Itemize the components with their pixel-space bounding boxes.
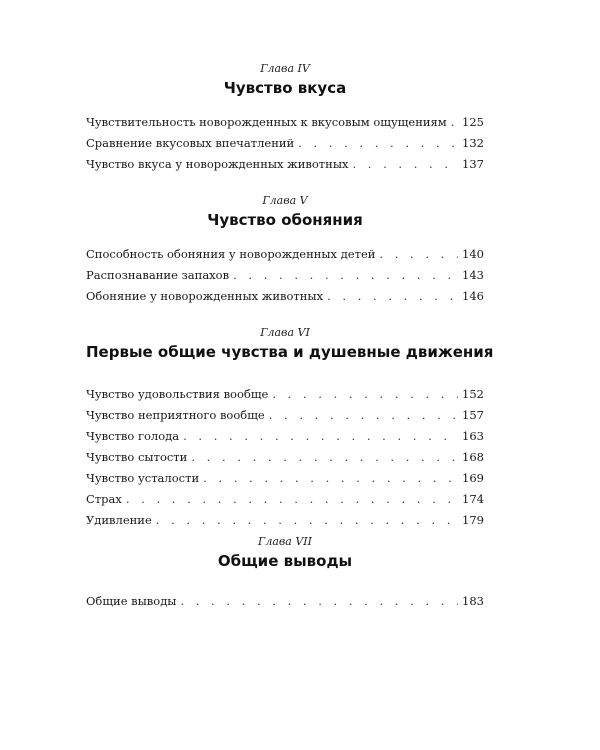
dot-leader [126, 489, 458, 510]
chapter-entries [86, 591, 484, 612]
dot-leader [180, 591, 458, 612]
chapter-7-section [86, 535, 484, 612]
toc-entry[interactable] [86, 112, 484, 133]
chapter-label: Глава IV [260, 62, 310, 75]
chapter-label: Глава V [262, 194, 308, 207]
toc-entry-page-number: 146 [462, 289, 484, 303]
toc-entry[interactable] [86, 286, 484, 307]
toc-entry-page-number: 163 [462, 429, 484, 443]
toc-entry-text: Чувство вкуса у новорожденных животных [86, 157, 349, 171]
toc-entry-page-number: 125 [462, 115, 484, 129]
dot-leader [272, 384, 458, 405]
toc-entry-page-number: 140 [462, 247, 484, 261]
dot-leader [451, 112, 458, 133]
dot-leader [269, 405, 458, 426]
toc-entry[interactable] [86, 405, 484, 426]
toc-entry-text: Удивление [86, 513, 152, 527]
toc-entry-text: Чувство сытости [86, 450, 188, 464]
toc-entry[interactable] [86, 154, 484, 175]
toc-entry[interactable] [86, 489, 484, 510]
toc-entry[interactable] [86, 384, 484, 405]
toc-entry-text: Обоняние у новорожденных животных [86, 289, 324, 303]
toc-entry[interactable] [86, 265, 484, 286]
dot-leader [379, 244, 458, 265]
toc-entry[interactable] [86, 468, 484, 489]
toc-entry-text: Чувствительность новорожденных к вкусовым ощущениям [86, 115, 447, 129]
toc-entry-text: Чувство неприятного вообще [86, 408, 265, 422]
chapter-entries [86, 244, 484, 307]
toc-entry-text: Сравнение вкусовых впечатлений [86, 136, 295, 150]
toc-entry[interactable] [86, 447, 484, 468]
dot-leader [191, 447, 458, 468]
toc-entry[interactable] [86, 510, 484, 531]
chapter-entries [86, 384, 484, 531]
toc-entry-page-number: 143 [462, 268, 484, 282]
chapter-title: Чувство обоняния [207, 211, 363, 229]
toc-entry-text: Общие выводы [86, 594, 177, 608]
dot-leader [298, 133, 458, 154]
toc-entry-page-number: 137 [462, 157, 484, 171]
chapter-entries [86, 112, 484, 175]
toc-entry-page-number: 132 [462, 136, 484, 150]
toc-entry-text: Способность обоняния у новорожденных детей [86, 247, 376, 261]
dot-leader [327, 286, 458, 307]
toc-entry-text: Чувство усталости [86, 471, 200, 485]
dot-leader [203, 468, 458, 489]
chapter-label: Глава VII [258, 535, 312, 548]
dot-leader [183, 426, 458, 447]
dot-leader [352, 154, 458, 175]
chapter-6-section [86, 326, 494, 531]
chapter-title: Первые общие чувства и душевные движения [86, 343, 494, 361]
dot-leader [233, 265, 458, 286]
toc-entry-page-number: 174 [462, 492, 484, 506]
chapter-title: Общие выводы [217, 552, 353, 570]
chapter-4-section [86, 62, 484, 175]
toc-entry[interactable] [86, 426, 484, 447]
chapter-title: Чувство вкуса [223, 79, 347, 97]
toc-entry-text: Чувство голода [86, 429, 180, 443]
toc-entry-page-number: 168 [462, 450, 484, 464]
toc-entry-page-number: 183 [462, 594, 484, 608]
toc-entry[interactable] [86, 591, 484, 612]
chapter-label: Глава VI [260, 326, 310, 339]
toc-entry-page-number: 157 [462, 408, 484, 422]
toc-entry-page-number: 169 [462, 471, 484, 485]
toc-entry-page-number: 179 [462, 513, 484, 527]
toc-entry-text: Распознавание запахов [86, 268, 230, 282]
toc-entry-text: Страх [86, 492, 122, 506]
toc-entry-page-number: 152 [462, 387, 484, 401]
dot-leader [156, 510, 458, 531]
toc-entry[interactable] [86, 244, 484, 265]
chapter-5-section [86, 194, 484, 307]
toc-entry[interactable] [86, 133, 484, 154]
toc-entry-text: Чувство удовольствия вообще [86, 387, 269, 401]
